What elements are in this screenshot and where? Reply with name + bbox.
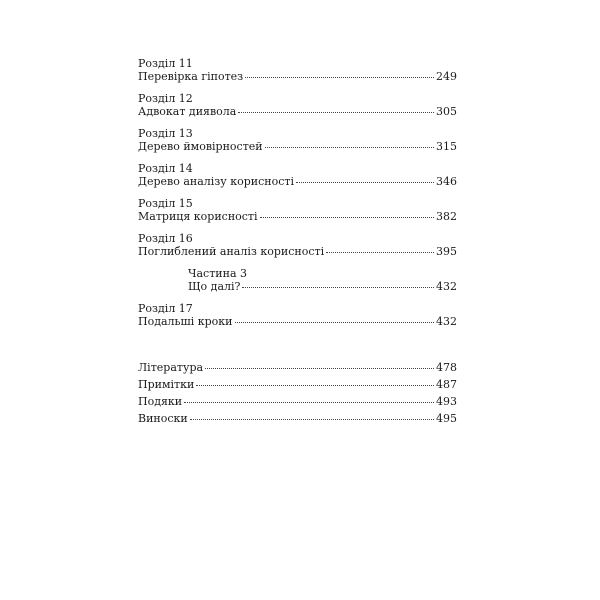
chapter-label: Розділ 12	[138, 92, 193, 105]
toc-entry-acknowledgements[interactable]	[138, 395, 457, 408]
dot-leader	[326, 252, 434, 253]
dot-leader	[265, 147, 434, 148]
chapter-title: Адвокат диявола	[138, 105, 237, 118]
dot-leader	[238, 112, 434, 113]
part-title: Що далі?	[188, 280, 241, 293]
dot-leader	[190, 419, 434, 420]
page-number: 346	[436, 175, 457, 188]
backmatter-title: Література	[138, 361, 204, 374]
page-number: 382	[436, 210, 457, 223]
chapter-title: Перевірка гіпотез	[138, 70, 244, 83]
chapter-title: Поглиблений аналіз корисності	[138, 245, 325, 258]
table-of-contents	[138, 57, 457, 429]
toc-entry-footnotes[interactable]	[138, 412, 457, 425]
chapter-title: Дерево аналізу корисності	[138, 175, 294, 188]
toc-entry-chapter-16[interactable]	[138, 232, 457, 258]
page-number: 249	[436, 70, 457, 83]
backmatter-title: Виноски	[138, 412, 188, 425]
chapter-label: Розділ 15	[138, 197, 193, 210]
toc-entry-part-3[interactable]	[138, 267, 457, 293]
toc-entry-chapter-14[interactable]	[138, 162, 457, 188]
dot-leader	[196, 385, 434, 386]
toc-entry-chapter-12[interactable]	[138, 92, 457, 118]
toc-entry-chapter-13[interactable]	[138, 127, 457, 153]
toc-entry-notes[interactable]	[138, 378, 457, 391]
dot-leader	[245, 77, 434, 78]
backmatter-title: Примітки	[138, 378, 195, 391]
toc-entry-chapter-11[interactable]	[138, 57, 457, 83]
part-label: Частина 3	[188, 267, 248, 280]
page-number: 495	[436, 412, 457, 425]
dot-leader	[260, 217, 434, 218]
page-number: 432	[436, 315, 457, 328]
chapter-label: Розділ 11	[138, 57, 193, 70]
dot-leader	[205, 368, 434, 369]
dot-leader	[184, 402, 434, 403]
dot-leader	[296, 182, 434, 183]
chapter-title: Подальші кроки	[138, 315, 233, 328]
page-number: 487	[436, 378, 457, 391]
backmatter-title: Подяки	[138, 395, 183, 408]
chapter-title: Матриця корисності	[138, 210, 258, 223]
toc-entry-chapter-15[interactable]	[138, 197, 457, 223]
chapter-title: Дерево ймовірностей	[138, 140, 263, 153]
page-number: 478	[436, 361, 457, 374]
dot-leader	[235, 322, 434, 323]
chapter-label: Розділ 16	[138, 232, 193, 245]
page-number: 395	[436, 245, 457, 258]
dot-leader	[242, 287, 434, 288]
chapter-label: Розділ 13	[138, 127, 193, 140]
toc-entry-chapter-17[interactable]	[138, 302, 457, 328]
page-number: 432	[436, 280, 457, 293]
section-spacer	[138, 337, 457, 361]
page-number: 493	[436, 395, 457, 408]
chapter-label: Розділ 14	[138, 162, 193, 175]
page-number: 305	[436, 105, 457, 118]
toc-entry-references[interactable]	[138, 361, 457, 374]
chapter-label: Розділ 17	[138, 302, 193, 315]
page-number: 315	[436, 140, 457, 153]
